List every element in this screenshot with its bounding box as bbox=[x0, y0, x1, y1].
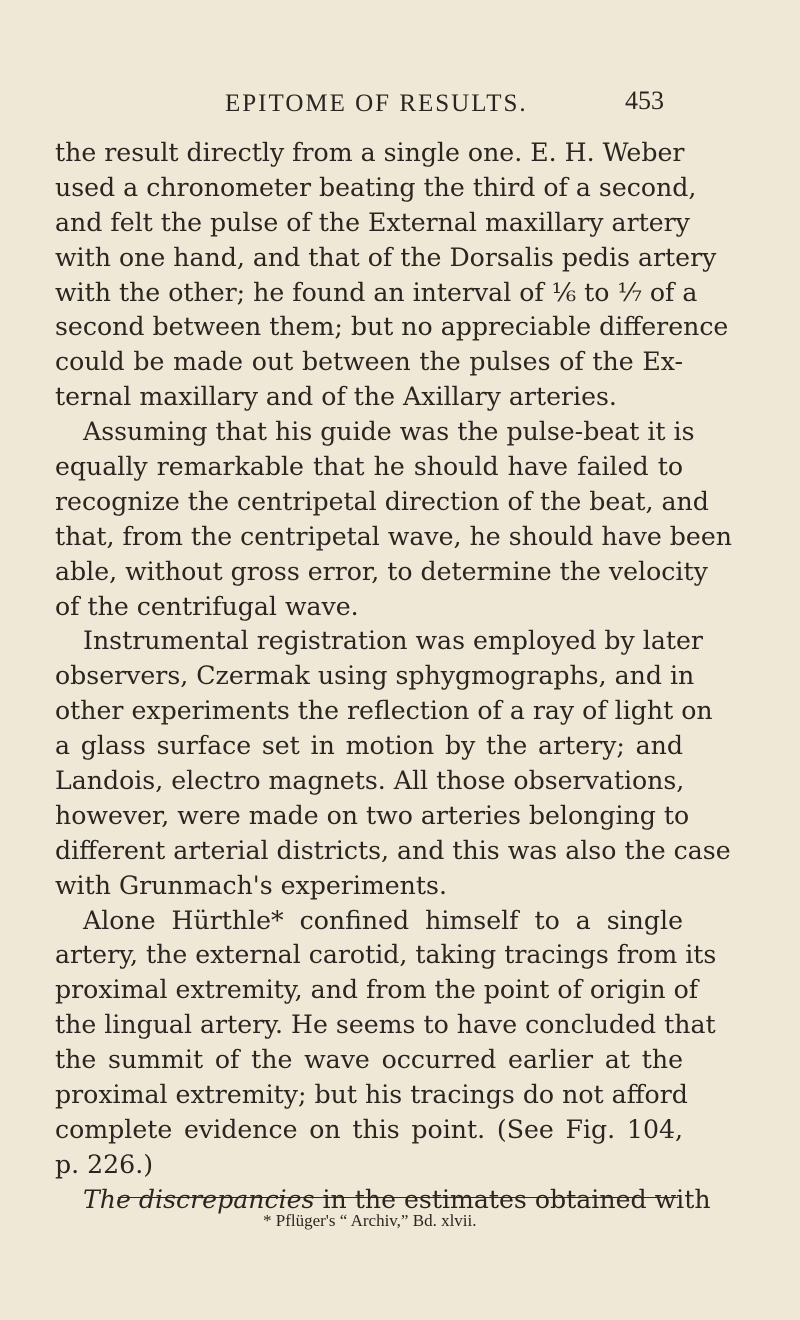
page-header bbox=[0, 86, 800, 122]
text-line: the lingual artery. He seems to have concluded that bbox=[55, 1010, 716, 1040]
text-line: ternal maxillary and of the Axillary arteries. bbox=[55, 382, 617, 412]
text-line: the result directly from a single one. E. H. Weber bbox=[55, 138, 685, 167]
text-line: able, without gross error, to determine the velocity bbox=[55, 556, 708, 586]
text-line: Assuming that his guide was the pulse-beat it is bbox=[83, 417, 695, 447]
text-line: used a chronometer beating the third of a second, bbox=[55, 172, 697, 202]
text-line: with the other; he found an interval of ⅙ to ⅐ of a bbox=[55, 277, 698, 307]
text-line: the summit of the wave occurred earlier at the bbox=[55, 1045, 683, 1075]
text-line: that, from the centripetal wave, he should have been bbox=[55, 521, 732, 551]
text-line-continuation: in the estimates obtained with bbox=[314, 1184, 711, 1214]
text-line: Landois, electro magnets. All those observations, bbox=[55, 766, 685, 796]
text-line: of the centrifugal wave. bbox=[55, 591, 359, 621]
text-line: with Grunmach's experiments. bbox=[55, 870, 447, 900]
text-line: other experiments the reflection of a ray of light on bbox=[55, 696, 713, 726]
text-line: recognize the centripetal direction of the beat, and bbox=[55, 486, 709, 516]
text-line: p. 226.) bbox=[55, 1149, 154, 1179]
text-line: equally remarkable that he should have failed to bbox=[55, 452, 683, 482]
text-line: complete evidence on this point. (See Fig. 104, bbox=[55, 1114, 683, 1144]
italic-phrase: The discrepancies bbox=[83, 1184, 315, 1214]
body-text bbox=[55, 136, 732, 1218]
text-line: proximal extremity; but his tracings do not afford bbox=[55, 1080, 688, 1110]
footnote-rule bbox=[118, 1197, 678, 1198]
text-line: proximal extremity, and from the point of origin of bbox=[55, 975, 699, 1005]
footnote: * Pflüger's “ Archiv,” Bd. xlvii. bbox=[263, 1211, 477, 1230]
running-head: EPITOME OF RESULTS. bbox=[225, 90, 528, 117]
text-line: however, were made on two arteries belonging to bbox=[55, 800, 690, 830]
text-line: and felt the pulse of the External maxillary artery bbox=[55, 207, 690, 237]
text-line: observers, Czermak using sphygmographs, and in bbox=[55, 661, 695, 691]
page-number: 453 bbox=[625, 86, 664, 115]
text-line: with one hand, and that of the Dorsalis pedis artery bbox=[55, 242, 717, 272]
text-line: Instrumental registration was employed by later bbox=[83, 626, 703, 656]
text-line: a glass surface set in motion by the artery; and bbox=[55, 731, 683, 761]
text-line: different arterial districts, and this was also the case bbox=[55, 835, 731, 865]
text-line: could be made out between the pulses of the Ex- bbox=[55, 347, 683, 377]
text-line: Alone Hürthle* confined himself to a single bbox=[83, 905, 683, 935]
text-line: artery, the external carotid, taking tracings from its bbox=[55, 940, 717, 970]
text-line: second between them; but no appreciable difference bbox=[55, 312, 729, 342]
